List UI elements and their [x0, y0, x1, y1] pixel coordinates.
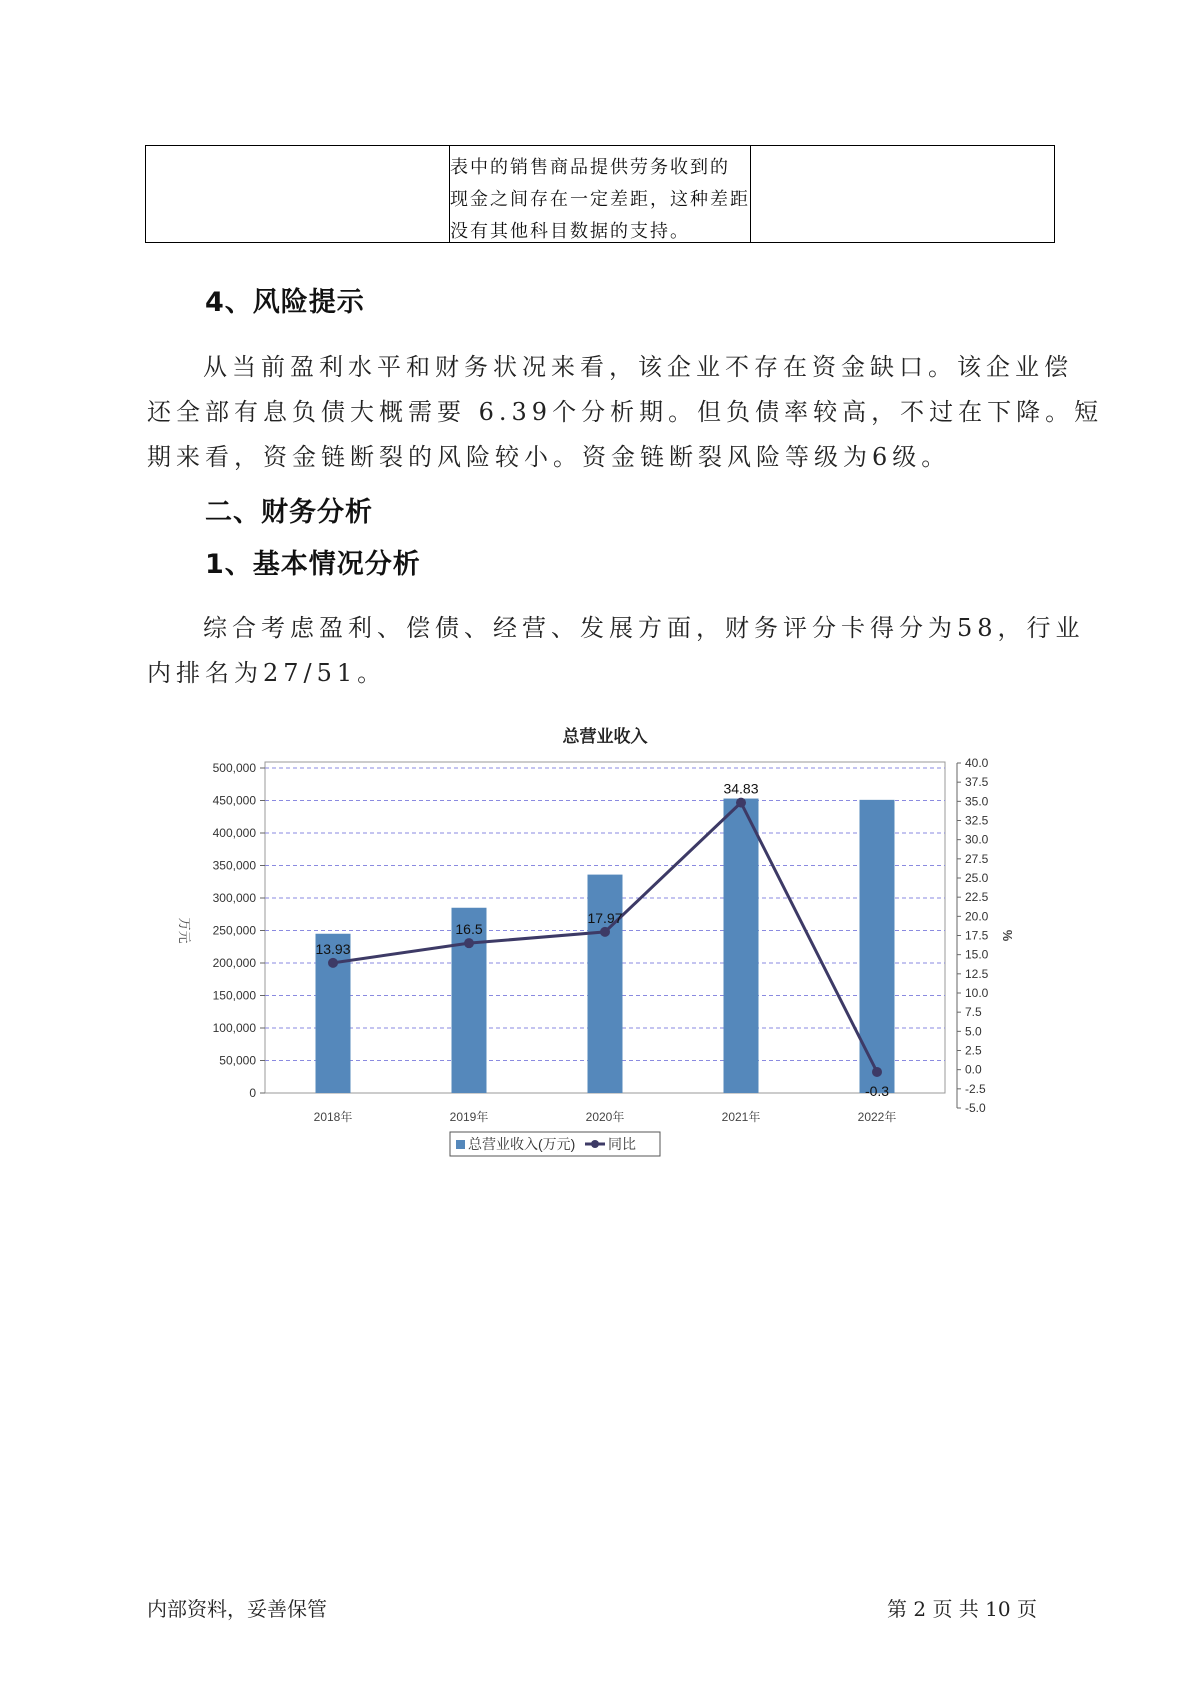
table-cell-line: 现金之间存在一定差距，这种差距	[450, 189, 750, 210]
legend-swatch-bars	[456, 1140, 465, 1149]
y-tick-label: 150,000	[212, 988, 256, 1003]
footer-note: 内部资料，妥善保管	[147, 1597, 327, 1621]
section-heading-financial: 二、财务分析	[205, 497, 373, 528]
y2-tick-label: 32.5	[965, 813, 989, 828]
y2-tick-label: 37.5	[965, 775, 989, 790]
x-tick-label: 2021年	[721, 1110, 761, 1124]
y-tick-label: 0	[249, 1086, 256, 1100]
y2-tick-label: -2.5	[965, 1081, 986, 1096]
yoy-point	[600, 927, 610, 937]
y2-tick-label: 12.5	[965, 966, 989, 981]
data-label: -0.3	[864, 1082, 890, 1099]
legend-label-bars: 总营业收入(万元)	[468, 1136, 576, 1152]
data-label: 34.83	[723, 780, 759, 797]
bar	[724, 799, 759, 1093]
y-tick-label: 250,000	[212, 923, 256, 938]
legend-label-line: 同比	[608, 1136, 636, 1152]
table-cell	[450, 152, 750, 248]
table-cell-line: 没有其他科目数据的支持。	[450, 221, 690, 242]
section-heading-risk: 4、风险提示	[205, 287, 365, 318]
y-tick-label: 450,000	[212, 793, 256, 808]
y2-tick-label: 5.0	[965, 1024, 982, 1039]
chart-svg	[170, 710, 1030, 1180]
yoy-point	[872, 1067, 882, 1077]
y-tick-label: 50,000	[219, 1053, 256, 1068]
y2-tick-label: 20.0	[965, 909, 989, 924]
y2-tick-label: 25.0	[965, 871, 989, 885]
paragraph-line: 综合考虑盈利、偿债、经营、发展方面，财务评分卡得分为58，行业	[203, 614, 1085, 642]
chart-title: 总营业收入	[562, 727, 648, 746]
y-tick-label: 350,000	[212, 858, 256, 873]
y2-tick-label: 17.5	[965, 928, 989, 943]
yoy-point	[464, 938, 474, 948]
yoy-point	[736, 798, 746, 808]
revenue-chart	[170, 710, 1030, 1180]
y2-tick-label: 30.0	[965, 832, 989, 847]
y2-tick-label: 10.0	[965, 986, 989, 1000]
y2-tick-label: 15.0	[965, 947, 989, 962]
paragraph-line: 还全部有息负债大概需要 6.39个分析期。但负债率较高，不过在下降。短	[147, 398, 1104, 426]
bar	[316, 934, 351, 1093]
y-tick-label: 100,000	[212, 1021, 256, 1035]
y2-axis-title: %	[1000, 929, 1015, 942]
yoy-point	[328, 958, 338, 968]
y2-tick-label: -5.0	[965, 1101, 986, 1115]
y2-tick-label: 7.5	[965, 1005, 982, 1020]
y-tick-label: 300,000	[212, 891, 256, 905]
paragraph-line: 内排名为27/51。	[147, 659, 387, 687]
page-number: 第 2 页 共 10 页	[887, 1597, 1037, 1621]
x-tick-label: 2019年	[449, 1110, 489, 1124]
paragraph-line: 从当前盈利水平和财务状况来看，该企业不存在资金缺口。该企业偿	[203, 353, 1073, 381]
table-cell-line: 表中的销售商品提供劳务收到的	[450, 157, 730, 178]
x-tick-label: 2022年	[857, 1110, 897, 1124]
y-axis-title: 万元	[177, 917, 192, 944]
paragraph-line: 期来看，资金链断裂的风险较小。资金链断裂风险等级为6级。	[147, 443, 951, 471]
x-tick-label: 2020年	[585, 1110, 625, 1124]
y2-tick-label: 35.0	[965, 794, 989, 809]
y-tick-label: 500,000	[212, 761, 256, 775]
data-label: 17.97	[587, 909, 623, 926]
y2-tick-label: 2.5	[965, 1043, 982, 1058]
data-label: 13.93	[315, 940, 351, 957]
y2-tick-label: 0.0	[965, 1062, 982, 1077]
y2-tick-label: 22.5	[965, 890, 989, 905]
y-tick-label: 400,000	[212, 826, 256, 840]
table-divider	[750, 146, 751, 242]
x-tick-label: 2018年	[313, 1110, 353, 1124]
bar	[588, 875, 623, 1093]
y2-tick-label: 27.5	[965, 851, 989, 866]
legend-swatch-marker	[591, 1140, 599, 1148]
y-tick-label: 200,000	[212, 956, 256, 970]
y2-tick-label: 40.0	[965, 756, 989, 770]
data-label: 16.5	[455, 921, 483, 938]
data-table	[145, 145, 1055, 243]
section-heading-basic: 1、基本情况分析	[205, 549, 421, 580]
